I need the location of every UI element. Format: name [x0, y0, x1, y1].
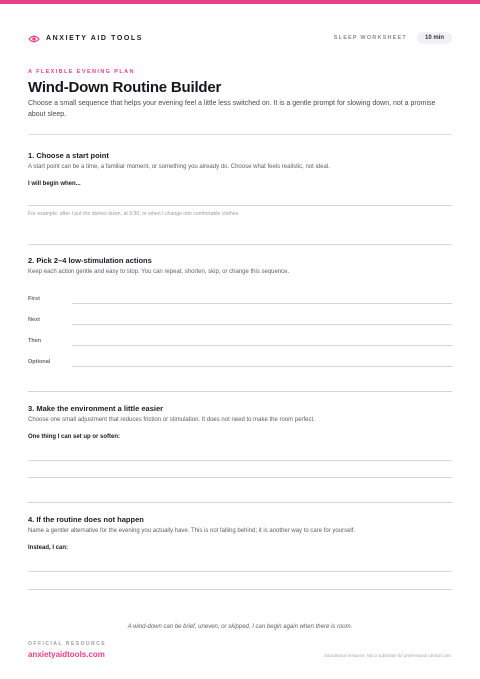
step-label-optional: Optional [28, 359, 51, 365]
section-1-title: 1. Choose a start point [28, 151, 109, 160]
divider [28, 391, 452, 392]
step-label-first: First [28, 296, 40, 302]
section-2-title: 2. Pick 2–4 low-stimulation actions [28, 256, 152, 265]
section-3-title: 3. Make the environment a little easier [28, 404, 164, 413]
eye-logo-icon [28, 32, 40, 44]
brand[interactable] [28, 32, 143, 44]
answer-line-then[interactable] [72, 345, 452, 346]
answer-line-next[interactable] [72, 324, 452, 325]
page-title: Wind-Down Routine Builder [28, 79, 222, 96]
section-3-desc: Choose one small adjustment that reduces friction or stimulation. It does not need to make the room perfect. [28, 417, 315, 423]
top-accent-bar [0, 0, 480, 4]
answer-line[interactable] [28, 205, 452, 206]
website-link[interactable]: anxietyaidtools.com [28, 650, 105, 659]
section-4-title: 4. If the routine does not happen [28, 515, 144, 524]
answer-line[interactable] [28, 460, 452, 461]
disclaimer: Educational resource. Not a substitute for professional clinical care. [323, 653, 452, 658]
eyebrow: A FLEXIBLE EVENING PLAN [28, 69, 135, 75]
page-header [28, 30, 452, 46]
answer-line-first[interactable] [72, 303, 452, 304]
section-1-prompt: I will begin when... [28, 181, 81, 187]
step-label-then: Then [28, 338, 42, 344]
section-3-prompt: One thing I can set up or soften: [28, 434, 121, 440]
divider [28, 502, 452, 503]
answer-line[interactable] [28, 244, 452, 245]
intro-text: Choose a small sequence that helps your evening feel a little less switched on. It is a gentle prompt for slowing down, not a promise about sleep. [28, 100, 436, 118]
divider [28, 134, 452, 135]
section-1-example: For example: after I put the dishes down, at 9:30, or when I change into comfortable clothes. [28, 211, 240, 217]
step-label-next: Next [28, 317, 40, 323]
footer-label: OFFICIAL RESOURCE [28, 641, 107, 647]
answer-line-optional[interactable] [72, 366, 452, 367]
duration-badge: 10 min [417, 32, 452, 44]
section-4-prompt: Instead, I can: [28, 545, 69, 551]
section-1-desc: A start point can be a time, a familiar moment, or something you already do. Choose what feels realistic, not ideal. [28, 164, 330, 170]
section-4-desc: Name a gentler alternative for the evening you actually have. This is not falling behind; it is another way to care for yourself. [28, 528, 356, 534]
answer-line[interactable] [28, 571, 452, 572]
header-meta [334, 32, 452, 44]
answer-line[interactable] [28, 589, 452, 590]
closing-quote: A wind-down can be brief, uneven, or skipped. I can begin again when there is room. [127, 624, 353, 630]
answer-line[interactable] [28, 477, 452, 478]
worksheet-label: SLEEP WORKSHEET [333, 35, 407, 41]
section-2-desc: Keep each action gentle and easy to stop. You can repeat, shorten, skip, or change this sequence. [28, 269, 290, 275]
brand-name: ANXIETY AID TOOLS [46, 34, 144, 42]
